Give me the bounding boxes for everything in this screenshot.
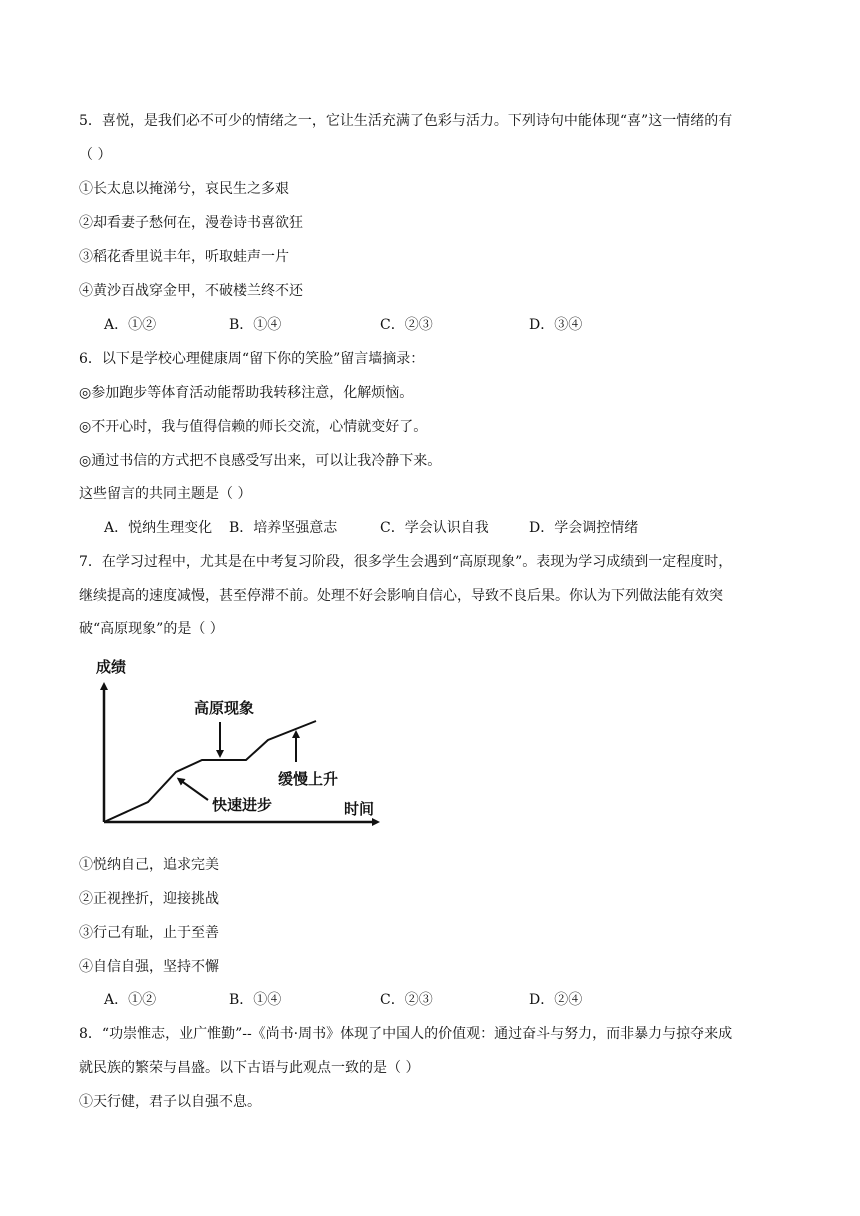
q5-option-b: B．①④ [229, 317, 282, 333]
q5-item-2: ②却看妻子愁何在，漫卷诗书喜欲狂 [79, 215, 303, 231]
q5-item-3: ③稻花香里说丰年，听取蛙声一片 [79, 249, 289, 265]
plateau-figure [96, 654, 386, 834]
q7-item-1: ①悦纳自己，追求完美 [79, 857, 219, 873]
q5-option-c: C．②③ [380, 317, 433, 333]
q7-item-3: ③行己有耻，止于至善 [79, 925, 219, 941]
q7-stem-line2: 继续提高的速度减慢，甚至停滞不前。处理不好会影响自信心，导致不良后果。你认为下列做法能有效突 [79, 588, 723, 604]
q5-option-a: A．①② [104, 317, 157, 333]
y-axis-label: 成绩 [96, 658, 127, 676]
q6-item-3: ◎通过书信的方式把不良感受写出来，可以让我冷静下来。 [79, 453, 442, 469]
plateau-label: 高原现象 [194, 699, 255, 717]
q7-stem-line1: 7．在学习过程中，尤其是在中考复习阶段，很多学生会遇到“高原现象”。表现为学习成绩到一定程度时， [79, 554, 733, 570]
q7-item-2: ②正视挫折，迎接挑战 [79, 891, 219, 907]
slow-rise-label: 缓慢上升 [278, 770, 339, 788]
q5-item-4: ④黄沙百战穿金甲，不破楼兰终不还 [79, 283, 303, 299]
q7-option-a: A．①② [104, 992, 157, 1008]
q6-option-b: B．培养坚强意志 [229, 520, 338, 536]
q6-item-1: ◎参加跑步等体育活动能帮助我转移注意，化解烦恼。 [79, 385, 414, 401]
fast-progress-label: 快速进步 [212, 796, 273, 814]
q6-option-c: C．学会认识自我 [380, 520, 489, 536]
q6-question: 这些留言的共同主题是（ ） [79, 486, 252, 502]
q6-option-d: D．学会调控情绪 [529, 520, 639, 536]
q8-stem-line1: 8．“功崇惟志，业广惟勤”--《尚书·周书》体现了中国人的价值观：通过奋斗与努力，而非暴力与掠夺来成 [79, 1026, 733, 1042]
q7-item-4: ④自信自强，坚持不懈 [79, 959, 219, 975]
q5-option-d: D．③④ [529, 317, 583, 333]
q8-item-1: ①天行健，君子以自强不息。 [79, 1094, 261, 1110]
q7-option-d: D．②④ [529, 992, 583, 1008]
q6-stem: 6．以下是学校心理健康周“留下你的笑脸”留言墙摘录： [79, 351, 425, 367]
q5-stem-line2: （ ） [79, 147, 112, 163]
fast-progress-arrow [180, 780, 208, 800]
q6-option-a: A．悦纳生理变化 [104, 520, 213, 536]
q6-item-2: ◎不开心时，我与值得信赖的师长交流，心情就变好了。 [79, 419, 428, 435]
q7-option-b: B．①④ [229, 992, 282, 1008]
q8-stem-line2: 就民族的繁荣与昌盛。以下古语与此观点一致的是（ ） [79, 1060, 420, 1076]
q5-item-1: ①长太息以掩涕兮，哀民生之多艰 [79, 181, 289, 197]
q7-option-c: C．②③ [380, 992, 433, 1008]
q7-stem-line3: 破“高原现象”的是（ ） [79, 621, 224, 637]
q5-stem-line1: 5．喜悦，是我们必不可少的情绪之一，它让生活充满了色彩与活力。下列诗句中能体现“喜”这一情绪的有 [79, 113, 733, 129]
x-axis-label: 时间 [344, 800, 375, 818]
